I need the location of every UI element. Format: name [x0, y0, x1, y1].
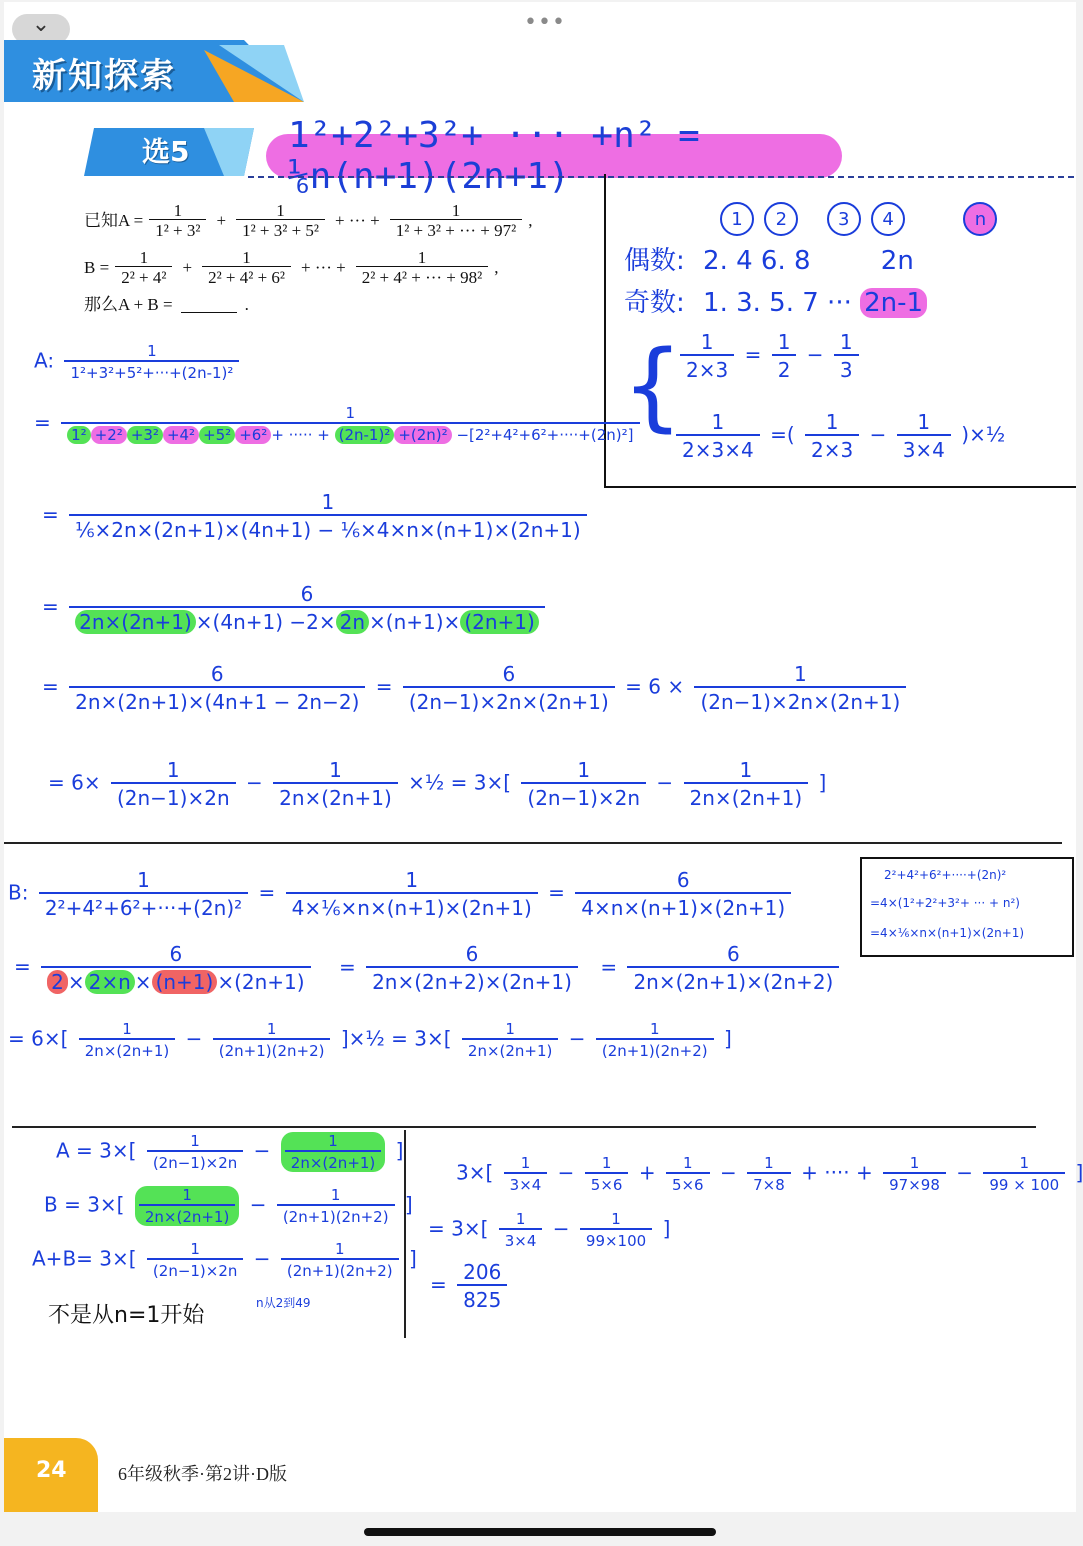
answer-blank: [181, 296, 237, 313]
more-options-icon[interactable]: •••: [524, 10, 566, 35]
highlighted-formula: 1²+2²+3²+ ··· +n² = ⅙n(n+1)(2n+1): [266, 134, 842, 178]
final-line-2: = 3×[ $\frac{1}{3\times 4}$ − $\frac{1}{99\times 100}$ ]: [428, 1210, 671, 1250]
note-not-from-one: 不是从n=1开始: [48, 1303, 205, 1328]
b-sum-note-3: =4×⅙×n×(n+1)×(2n+1): [870, 926, 1025, 940]
b-term-1: $\frac{1}{\text{2² + 4²}}$: [115, 249, 172, 286]
b-term-3: $\frac{1}{\text{2² + 4² + ··· + 98²}}$: [356, 249, 489, 286]
identity-1: $\frac{1}{2\times 3}$ = $\frac{1}{2}$ − $\frac{1}{3}$: [676, 330, 863, 382]
a-work-line-3: = $\frac{1}{\text{⅙×2n×(2n+1)×(4n+1) − ⅙×4×n×(n+1)×(2n+1)}}$: [42, 490, 591, 542]
a-work-line-6: = 6× $\frac{1}{(2n-1)\times 2n}$ − $\frac{1}{2n\times(2n+1)}$ ×½ = 3×[ $\frac{1}{(2n-1)\times 2n}$ − $\frac{1}{2n\times(2n+1)}$ ]: [48, 758, 827, 810]
final-line-1: 3×[ $\frac{1}{3\times 4}$ − $\frac{1}{5\times 6}$ + $\frac{1}{5\times 6}$ − $\frac{1}{7\times 8}$ + ···· + $\frac{1}{97\times 98}$ − $\frac{1}{99 \times 100}$ ]: [456, 1154, 1083, 1194]
summary-a: A = 3×[ $\frac{1}{(2n-1)\times 2n}$ − $\frac{1}{2n\times(2n+1)}$ ]: [56, 1132, 404, 1172]
summary-a-plus-b: A+B= 3×[ $\frac{1}{(2n-1)\times 2n}$ − $\frac{1}{(2n+1)(2n+2)}$ ]: [32, 1240, 417, 1280]
section-title: 新知探索: [32, 56, 176, 96]
a-term-1: $\frac{1}{\text{1² + 3²}}$: [149, 202, 206, 239]
worksheet-page: [4, 2, 1083, 1512]
a-work-line-5: = $\frac{6}{2n\times(2n+1)\times(4n+1 - 2n-2)}$ = $\frac{6}{(2n-1)\times 2n\times(2n+1)}$ = 6 × $\frac{1}{(2n-1)\times 2n\times(2n+1)}$: [42, 662, 910, 714]
a-work-line-4: = $\frac{6}{2n\times(2n+1) \times(4n+1) -2\times 2n \times(n+1)\times (2n+1)}$: [42, 582, 549, 634]
problem-statement: [84, 202, 604, 323]
odd-numbers-row: 奇数: 1. 3. 5. 7 ··· 2n-1: [624, 282, 927, 319]
b-term-2: $\frac{1}{\text{2² + 4² + 6²}}$: [202, 249, 291, 286]
problem-line-a: 已知A = $\frac{1}{\text{1² + 3²}}$ + $\frac{1}{\text{1² + 3² + 5²}}$ + ··· + $\frac{1}{\text{1² + 3² + ··· + 97²}}$ ,: [84, 201, 533, 240]
b-prefix: B =: [84, 258, 110, 277]
lesson-subtitle: 6年级秋季·第2讲·D版: [118, 1464, 287, 1484]
summary-b: B = 3×[ $\frac{1}{2n\times(2n+1)}$ − $\frac{1}{(2n+1)(2n+2)}$ ]: [44, 1186, 413, 1226]
left-brace: {: [622, 330, 684, 442]
a-term-3: $\frac{1}{\text{1² + 3² + ··· + 97²}}$: [390, 202, 523, 239]
chevron-down-icon: ⌄: [31, 12, 51, 37]
a-work-line-2: = 1 1² +2² +3² +4² +5² +6² + ····· + (2n-1)² +(2n)² −[2²+4²+6²+····+(2n)²]: [34, 404, 644, 444]
problem-number: 选5: [142, 135, 190, 168]
note-range: n从2到49: [256, 1296, 311, 1310]
final-result: = $\frac{206}{825}$: [430, 1260, 511, 1312]
a-prefix: 已知A =: [84, 211, 144, 230]
b-work-line-2: = $\frac{6}{2 \times 2\times n \times (n+1) \times(2n+1)}$ = $\frac{6}{2n\times(2n+2)\times(2n+1)}$ = $\frac{6}{2n\times(2n+1)\times(2n+2)}$: [14, 942, 843, 994]
b-sum-note-2: =4×(1²+2²+3²+ ··· + n²): [870, 896, 1020, 910]
a-work-line-1: A: $\frac{1}{\text{1²+3²+5²+···+(2n-1)²}}$: [34, 342, 243, 382]
problem-question: 那么A + B = .: [84, 295, 249, 314]
circled-numbers: 1 2 3 4 n: [720, 202, 1001, 236]
divider-a-b: [4, 842, 1062, 844]
divider-summary: [12, 1126, 1036, 1128]
even-numbers-row: 偶数: 2. 4 6. 8 2n: [624, 246, 914, 276]
a-term-2: $\frac{1}{\text{1² + 3² + 5²}}$: [236, 202, 325, 239]
b-work-line-1: B: $\frac{1}{\text{2²+4²+6²+···+(2n)²}}$ = $\frac{1}{\text{4×⅙×n×(n+1)×(2n+1)}}$ = $\frac{6}{4\times n\times(n+1)\times(2n+1)}$: [8, 868, 795, 920]
b-sum-note-1: 2²+4²+6²+····+(2n)²: [884, 868, 1007, 882]
question-text: 那么A + B =: [84, 295, 173, 314]
problem-line-b: B = $\frac{1}{\text{2² + 4²}}$ + $\frac{1}{\text{2² + 4² + 6²}}$ + ··· + $\frac{1}{\text{2² + 4² + ··· + 98²}}$ ,: [84, 248, 499, 287]
home-indicator[interactable]: [364, 1528, 716, 1536]
page-number: 24: [36, 1458, 67, 1483]
summary-vertical-divider: [404, 1130, 406, 1338]
b-work-line-3: = 6×[ $\frac{1}{2n\times(2n+1)}$ − $\frac{1}{(2n+1)(2n+2)}$ ]×½ = 3×[ $\frac{1}{2n\times(2n+1)}$ − $\frac{1}{(2n+1)(2n+2)}$ ]: [8, 1020, 732, 1060]
identity-2: $\frac{1}{2\times 3\times 4}$ =( $\frac{1}{2\times 3}$ − $\frac{1}{3\times 4}$ )×½: [672, 410, 1005, 462]
